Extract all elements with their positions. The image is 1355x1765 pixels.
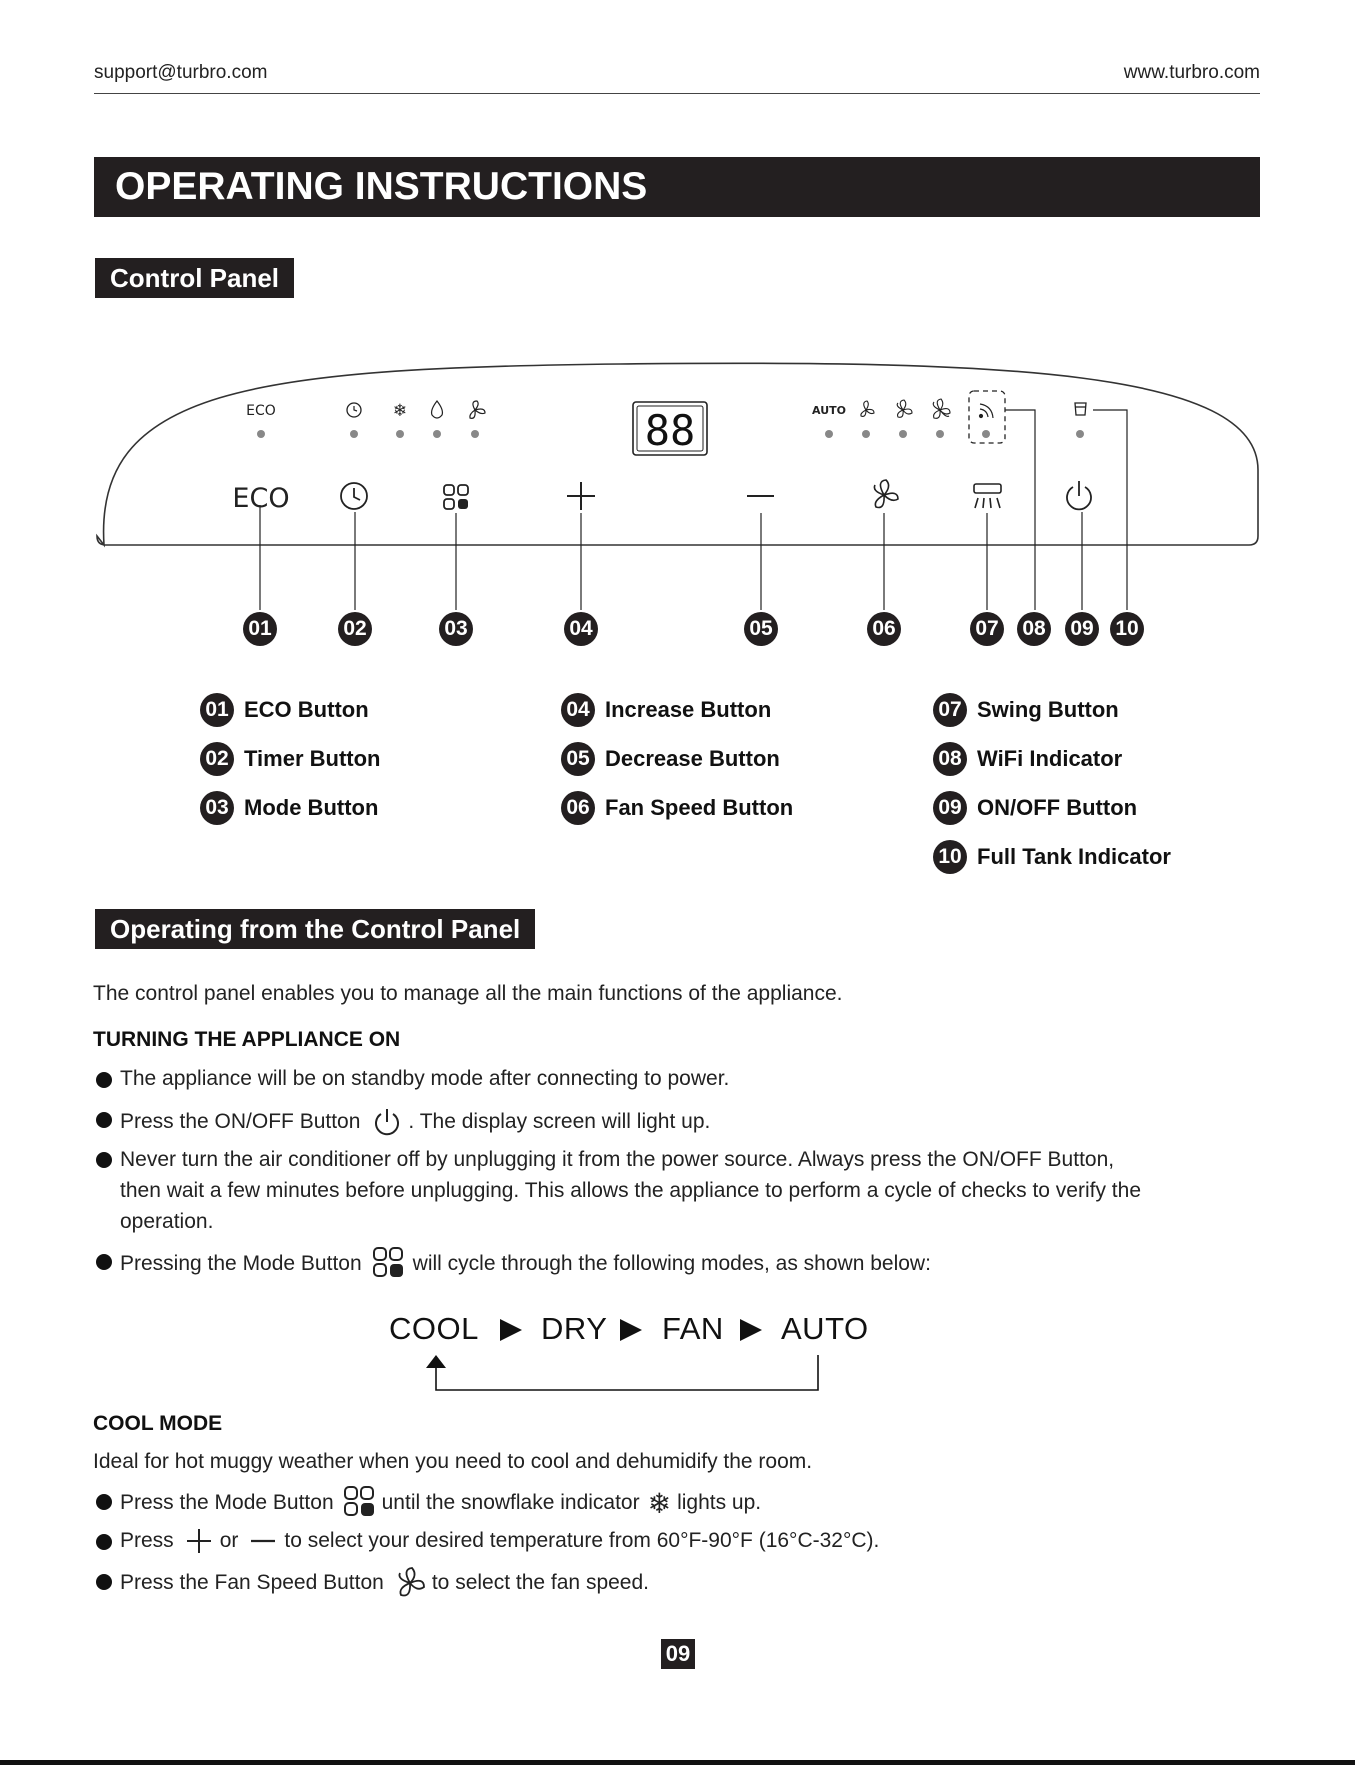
mode-button-icon bbox=[444, 485, 468, 509]
fan-high-icon bbox=[933, 399, 950, 418]
dry-indicator-icon bbox=[432, 401, 443, 418]
legend-column-2 bbox=[561, 693, 793, 825]
power-button-icon bbox=[1067, 481, 1091, 509]
unplug-warning: Never turn the air conditioner off by unplugging it from the power source. Always press the ON/OFF Button, then wait a few minutes before unplugging. This allows the appliance to perform a cycle of checks to verify the operation. bbox=[120, 1148, 1141, 1233]
legend-item: 01 ECO Button bbox=[200, 693, 380, 727]
legend-item: 04 Increase Button bbox=[561, 693, 793, 727]
callout-badge-01: 01 bbox=[243, 612, 277, 646]
swing-button-icon bbox=[974, 484, 1001, 508]
timer-indicator-icon bbox=[347, 403, 361, 417]
callout-badge-04: 04 bbox=[564, 612, 598, 646]
support-email[interactable]: support@turbro.com bbox=[94, 62, 268, 83]
legend-item: 07 Swing Button bbox=[933, 693, 1171, 727]
fan-icon bbox=[392, 1565, 428, 1601]
callout-badge-03: 03 bbox=[439, 612, 473, 646]
eco-button-icon: ECO bbox=[232, 483, 290, 514]
fan-indicator-icon bbox=[470, 401, 485, 418]
page-number: 09 bbox=[661, 1639, 695, 1669]
bullet bbox=[96, 1072, 112, 1088]
power-icon bbox=[370, 1107, 404, 1137]
mode-cycle-text: Pressing the Mode Button will cycle through the following modes, as shown below: bbox=[120, 1246, 931, 1282]
bullet bbox=[96, 1574, 112, 1590]
display-digits: 88 bbox=[644, 406, 696, 455]
section-operating: Operating from the Control Panel bbox=[95, 909, 535, 949]
callout-badge-09: 09 bbox=[1065, 612, 1099, 646]
intro-text: The control panel enables you to manage all the main functions of the appliance. bbox=[93, 982, 843, 1005]
header-divider bbox=[94, 93, 1260, 94]
eco-indicator-icon: ECO bbox=[246, 403, 276, 419]
wifi-indicator-icon bbox=[980, 404, 994, 418]
cool-indicator-icon: ❄ bbox=[392, 401, 408, 421]
legend-item: 09 ON/OFF Button bbox=[933, 791, 1171, 825]
legend-item: 08 WiFi Indicator bbox=[933, 742, 1171, 776]
bullet bbox=[96, 1534, 112, 1550]
increase-button-icon bbox=[567, 482, 595, 510]
bullet bbox=[96, 1152, 112, 1168]
section-control-panel: Control Panel bbox=[95, 258, 294, 298]
bottom-edge bbox=[0, 1760, 1355, 1765]
legend-column-1 bbox=[200, 693, 380, 825]
indicator-leds-right bbox=[825, 430, 1084, 438]
fan-low-icon bbox=[861, 401, 874, 416]
timer-button-icon bbox=[341, 483, 367, 509]
page-title: OPERATING INSTRUCTIONS bbox=[94, 157, 1260, 217]
legend-item: 02 Timer Button bbox=[200, 742, 380, 776]
onoff-instruction: Press the ON/OFF Button . The display screen will light up. bbox=[120, 1107, 710, 1137]
standby-text: The appliance will be on standby mode after connecting to power. bbox=[120, 1067, 730, 1090]
cool-mode-intro: Ideal for hot muggy weather when you need to cool and dehumidify the room. bbox=[93, 1450, 813, 1473]
fan-speed-button-icon bbox=[874, 480, 898, 508]
cool-mode-step-2: Press or to select your desired temperature from 60°F-90°F (16°C-32°C). bbox=[120, 1526, 879, 1556]
bullet bbox=[96, 1494, 112, 1510]
snowflake-icon: ❄ bbox=[647, 1486, 672, 1520]
website-link[interactable]: www.turbro.com bbox=[1123, 62, 1260, 83]
callout-badge-08: 08 bbox=[1017, 612, 1051, 646]
callout-badge-10: 10 bbox=[1110, 612, 1144, 646]
callout-badge-02: 02 bbox=[338, 612, 372, 646]
indicator-leds-left bbox=[257, 430, 479, 438]
callout-badge-05: 05 bbox=[744, 612, 778, 646]
callout-badge-06: 06 bbox=[867, 612, 901, 646]
cool-mode-step-1: Press the Mode Button until the snowflake indicator ❄ lights up. bbox=[120, 1486, 762, 1520]
full-tank-indicator-icon bbox=[1075, 403, 1086, 415]
mode-auto: AUTO bbox=[781, 1311, 869, 1346]
mode-dry: DRY bbox=[541, 1311, 608, 1346]
cool-mode-heading: COOL MODE bbox=[93, 1412, 223, 1435]
cool-mode-step-3: Press the Fan Speed Button to select the fan speed. bbox=[120, 1565, 649, 1601]
bullet bbox=[96, 1112, 112, 1128]
auto-indicator-label: AUTO bbox=[812, 404, 846, 417]
mode-icon bbox=[342, 1485, 378, 1521]
mode-cycle-arrows bbox=[380, 1310, 880, 1394]
legend-item: 10 Full Tank Indicator bbox=[933, 840, 1171, 874]
legend-column-3 bbox=[933, 693, 1171, 874]
arrow-right-icon bbox=[620, 1319, 642, 1341]
callout-badge-07: 07 bbox=[970, 612, 1004, 646]
mode-cool: COOL bbox=[389, 1311, 479, 1346]
control-panel-diagram bbox=[0, 340, 1355, 660]
minus-icon bbox=[248, 1526, 278, 1556]
legend-item: 05 Decrease Button bbox=[561, 742, 793, 776]
mode-icon bbox=[371, 1246, 407, 1282]
arrow-up-icon bbox=[426, 1355, 446, 1368]
legend-item: 06 Fan Speed Button bbox=[561, 791, 793, 825]
bullet bbox=[96, 1254, 112, 1270]
mode-fan: FAN bbox=[662, 1311, 724, 1346]
arrow-right-icon bbox=[740, 1319, 762, 1341]
arrow-right-icon bbox=[500, 1319, 522, 1341]
legend-item: 03 Mode Button bbox=[200, 791, 380, 825]
fan-medium-icon bbox=[897, 400, 912, 417]
plus-icon bbox=[184, 1526, 214, 1556]
turning-on-heading: TURNING THE APPLIANCE ON bbox=[93, 1028, 401, 1051]
